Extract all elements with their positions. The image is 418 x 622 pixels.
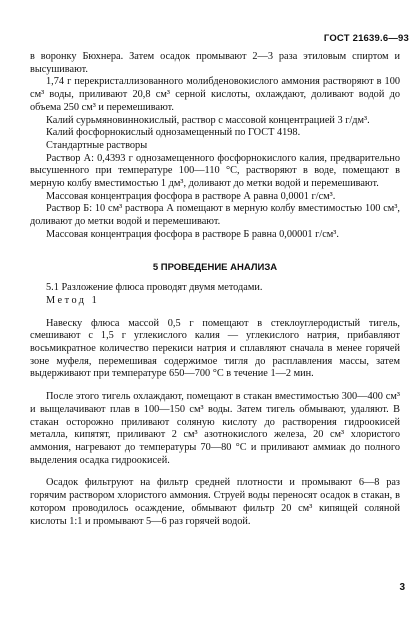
paragraph: После этого тигель охлаждают, помещают в стакан вместимостью 300—400 см³ и выщелачивают плав в 100—150 см³ воды. Затем тигель обмывают, удаляют. В стакан осторожно приливают соляную кислоту до растворения гидроокисей металла, кипятят, приливают 2 см³ азотнокислого железа, 20 см³ хлористого аммония, нагревают до температуры 70—80 °С и приливают аммиак до полного выделения осадка гидроокисей.: [30, 391, 400, 466]
spacer: [30, 467, 400, 477]
paragraph: Калий сурьмяновиннокислый, раствор с массовой концентрацией 3 г/дм³.: [46, 114, 370, 126]
paragraph: Раствор А: 0,4393 г однозамещенного фосфорнокислого калия, предварительно высушенного при температуре 100—110 °С, растворяют в воде, помещают в мерную колбу вместимостью 1 дм³, доливают до метки водой и перемешивают.: [30, 152, 400, 190]
paragraph: Осадок фильтруют на фильтр средней плотности и промывают 6—8 раз горячим раствором хлористого аммония. Струей воды переносят осадок в стакан, в котором проводилось осаждение, обмывают фильтр 20 см³ кипящей соляной кислоты 1:1 и промывают 5—6 раз горячей водой.: [30, 477, 400, 527]
standard-code-header: ГОСТ 21639.6—93: [323, 33, 409, 44]
paragraph: Калий фосфорнокислый однозамещенный по ГОСТ 4198.: [46, 127, 301, 139]
paragraph: 5.1 Разложение флюса проводят двумя методами.: [46, 282, 263, 294]
paragraph: Массовая концентрация фосфора в растворе А равна 0,0001 г/см³.: [46, 190, 336, 202]
paragraph: Навеску флюса массой 0,5 г помещают в стеклоуглеродистый тигель, смешивают с 1,5 г углекислого калия — углекислого натрия, прибавляют восьмикратное количество перекиси натрия и сплавляют сначала в менее горячей зоне муфеля, перемешивая содержимое тигля до расплавления массы, затем выдерживают при температуре 650—700 °С в течение 1—2 мин.: [30, 317, 400, 380]
section-title: 5 ПРОВЕДЕНИЕ АНАЛИЗА: [152, 261, 278, 273]
document-body: [30, 51, 400, 528]
method-heading: Метод 1: [46, 294, 100, 306]
spacer: [30, 308, 400, 318]
paragraph: Раствор Б: 10 см³ раствора А помещают в мерную колбу вместимостью 100 см³, доливают до метки водой и перемешивают.: [30, 203, 400, 228]
spacer: [30, 381, 400, 391]
paragraph: в воронку Бюхнера. Затем осадок промывают 2—3 раза этиловым спиртом и высушивают.: [30, 51, 400, 75]
page-number: 3: [399, 582, 405, 593]
subheading: Стандартные растворы: [46, 139, 148, 151]
paragraph: 1,74 г перекристаллизованного молибденовокислого аммония растворяют в 100 см³ воды, приливают 20,8 см³ серной кислоты, охлаждают, доливают водой до объема 250 см³ и перемешивают.: [30, 76, 400, 113]
paragraph: Массовая концентрация фосфора в растворе Б равна 0,00001 г/см³.: [46, 228, 339, 240]
